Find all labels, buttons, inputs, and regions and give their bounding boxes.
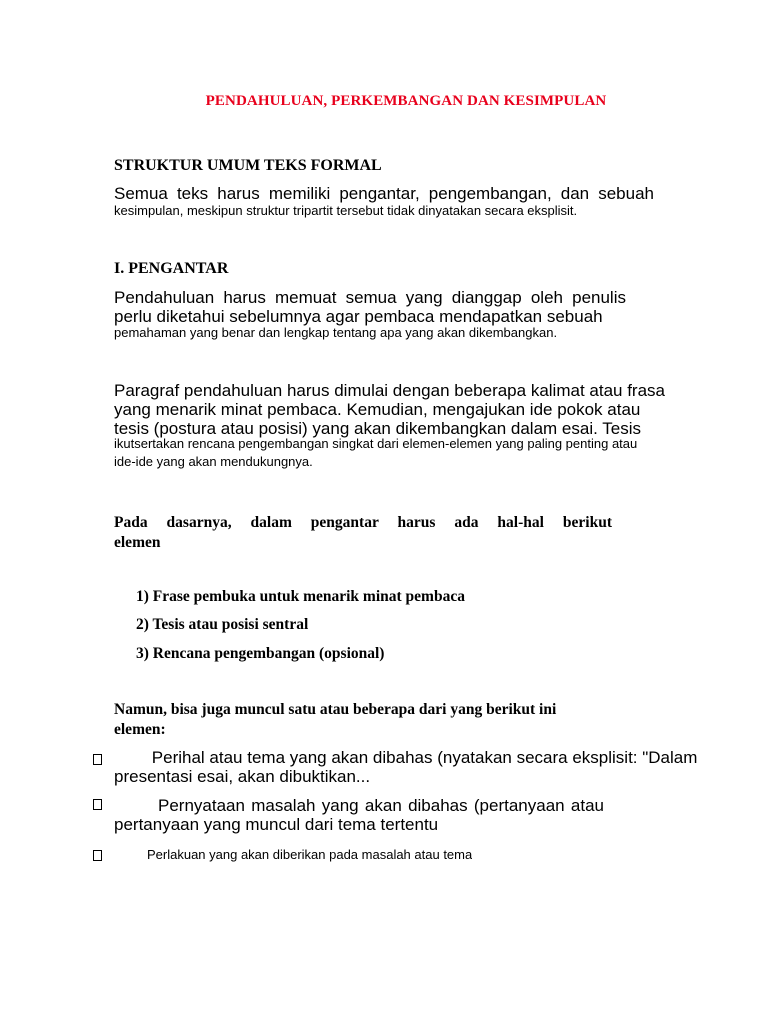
- bullet-line: Perihal atau tema yang akan dibahas (nyatakan secara eksplisit: "Dalam: [114, 748, 698, 767]
- bullet-line: Pernyataan masalah yang akan dibahas (pertanyaan atau: [114, 796, 604, 815]
- bullet-line: pertanyaan yang muncul dari tema tertentu: [114, 815, 439, 834]
- bullet-item: [114, 748, 697, 786]
- paragraph-line: elemen: [114, 534, 161, 551]
- paragraph-line: pemahaman yang benar dan lengkap tentang apa yang akan dikembangkan.: [114, 325, 558, 340]
- paragraph-line: kesimpulan, meskipun struktur tripartit tersebut tidak dinyatakan secara eksplisit.: [114, 203, 578, 218]
- paragraph-line: yang menarik minat pembaca. Kemudian, mengajukan ide pokok atau: [114, 400, 641, 419]
- bullet-item: [114, 796, 604, 834]
- section-heading-structure: STRUKTUR UMUM TEKS FORMAL: [114, 157, 382, 174]
- document-title: PENDAHULUAN, PERKEMBANGAN DAN KESIMPULAN: [205, 93, 607, 109]
- bullet-box-icon: [93, 799, 102, 810]
- paragraph-line: Pendahuluan harus memuat semua yang dianggap oleh penulis: [114, 288, 626, 307]
- paragraph-line: tesis (postura atau posisi) yang akan dikembangkan dalam esai. Tesis: [114, 419, 641, 438]
- paragraph-line: ikutsertakan rencana pengembangan singkat dari elemen-elemen yang paling penting atau: [114, 436, 638, 451]
- bullet-box-icon: [93, 754, 102, 765]
- paragraph-line: elemen:: [114, 721, 166, 738]
- paragraph-line: ide-ide yang akan mendukungnya.: [114, 454, 313, 469]
- paragraph-line: Semua teks harus memiliki pengantar, pengembangan, dan sebuah: [114, 184, 654, 203]
- paragraph-opening: [114, 381, 674, 471]
- paragraph-required-elements: [114, 513, 612, 553]
- bullet-line: Perlakuan yang akan diberikan pada masalah atau tema: [147, 847, 473, 862]
- bullet-line: presentasi esai, akan dibuktikan...: [114, 767, 371, 786]
- bullet-box-icon: [93, 850, 102, 861]
- paragraph-line: Pada dasarnya, dalam pengantar harus ada hal-hal berikut: [114, 514, 612, 531]
- paragraph-structure: [114, 184, 654, 220]
- numbered-list-item: 1) Frase pembuka untuk menarik minat pembaca: [136, 588, 465, 605]
- paragraph-line: Paragraf pendahuluan harus dimulai dengan beberapa kalimat atau frasa: [114, 381, 665, 400]
- paragraph-introduction: [114, 288, 626, 342]
- paragraph-line: Namun, bisa juga muncul satu atau beberapa dari yang berikut ini: [114, 701, 557, 718]
- paragraph-optional-elements: [114, 700, 654, 740]
- section-heading-introduction: I. PENGANTAR: [114, 260, 229, 277]
- bullet-item: [147, 845, 472, 864]
- numbered-list-item: 3) Rencana pengembangan (opsional): [136, 645, 385, 662]
- paragraph-line: perlu diketahui sebelumnya agar pembaca mendapatkan sebuah: [114, 307, 603, 326]
- numbered-list-item: 2) Tesis atau posisi sentral: [136, 616, 309, 633]
